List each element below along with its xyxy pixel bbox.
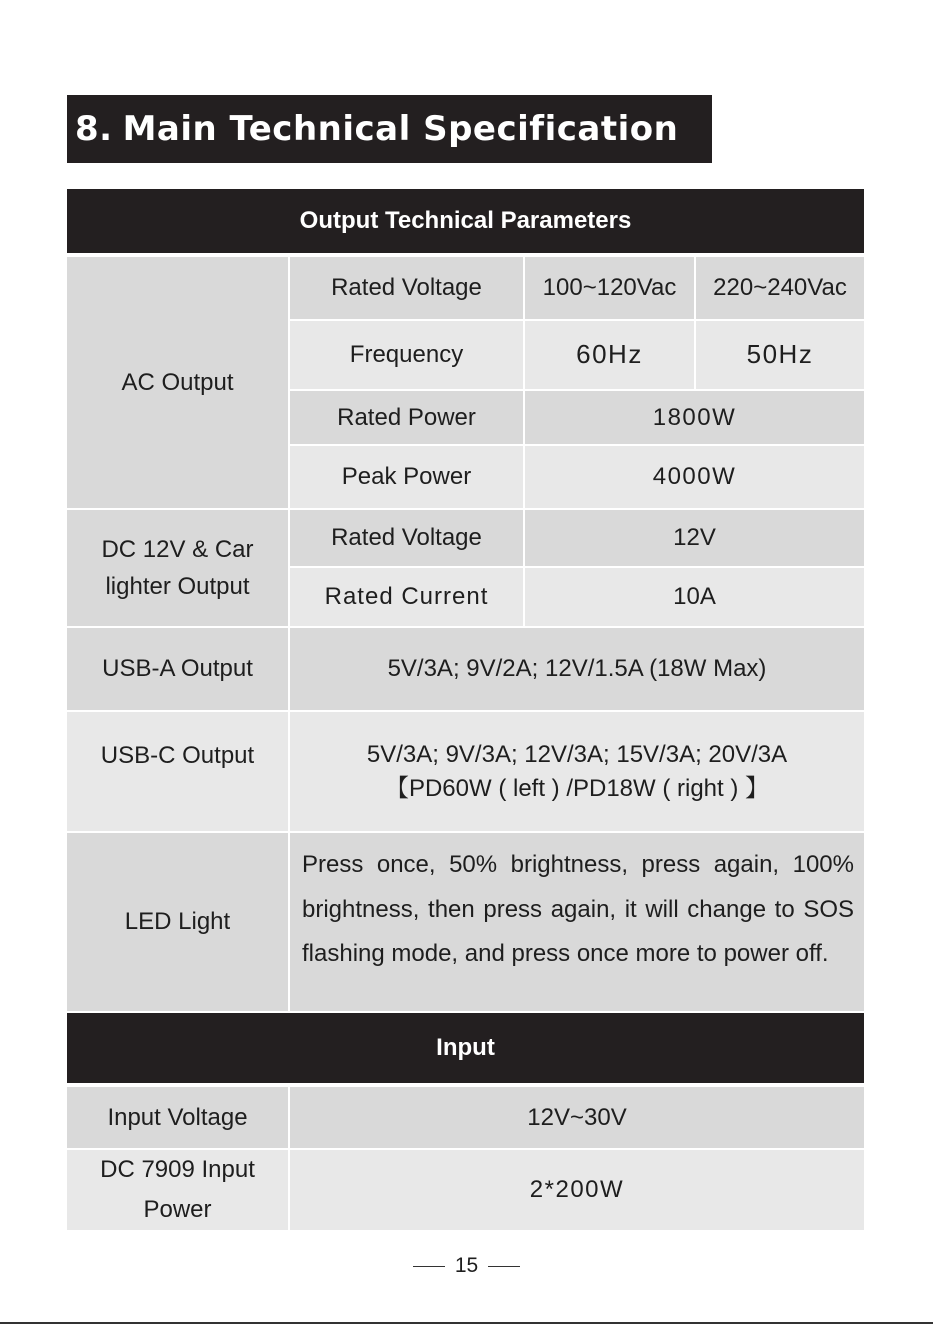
ac-output-label: AC Output — [67, 257, 288, 508]
dc7909-value: 2*200W — [290, 1150, 864, 1230]
usb-a-value: 5V/3A; 9V/2A; 12V/1.5A (18W Max) — [290, 628, 864, 710]
ac-rated-voltage-value-2: 220~240Vac — [696, 257, 864, 319]
page-footer — [0, 1254, 933, 1278]
ac-peak-power-label: Peak Power — [290, 446, 523, 508]
ac-frequency-label: Frequency — [290, 321, 523, 389]
output-section-header: Output Technical Parameters — [67, 189, 864, 253]
input-voltage-value: 12V~30V — [290, 1087, 864, 1148]
input-voltage-label: Input Voltage — [67, 1087, 288, 1148]
ac-rated-voltage-value-1: 100~120Vac — [525, 257, 694, 319]
dc7909-label-line2: Power — [143, 1196, 212, 1223]
dc7909-label — [67, 1150, 288, 1230]
input-section-header: Input — [67, 1013, 864, 1083]
dc-output-label-line2: lighter Output — [105, 573, 250, 600]
dc-rated-current-value: 10A — [525, 568, 864, 626]
dc-output-label — [67, 510, 288, 626]
usb-c-value-line1: 5V/3A; 9V/3A; 12V/3A; 15V/3A; 20V/3A — [366, 740, 788, 768]
dc-rated-voltage-value: 12V — [525, 510, 864, 566]
ac-peak-power-value: 4000W — [525, 446, 864, 508]
page-number: 15 — [454, 1254, 479, 1277]
ac-rated-voltage-label: Rated Voltage — [290, 257, 523, 319]
ac-rated-power-value: 1800W — [525, 391, 864, 444]
section-number: 8. — [75, 109, 113, 149]
dc-output-label-line1: DC 12V & Car — [101, 535, 254, 563]
led-light-label: LED Light — [67, 833, 288, 1011]
dc-rated-voltage-label: Rated Voltage — [290, 510, 523, 566]
page-title — [67, 95, 712, 163]
usb-c-label: USB-C Output — [67, 712, 288, 831]
dc-rated-current-label: Rated Current — [290, 568, 523, 626]
footer-left-rule — [413, 1266, 445, 1267]
footer-right-rule — [488, 1266, 520, 1267]
usb-c-value — [290, 712, 864, 831]
ac-frequency-value-2: 50Hz — [696, 321, 864, 389]
section-title: Main Technical Specification — [122, 109, 679, 149]
dc7909-label-line1: DC 7909 Input — [100, 1156, 255, 1183]
ac-rated-power-label: Rated Power — [290, 391, 523, 444]
usb-c-value-line2: 【PD60W ( left ) /PD18W ( right ) 】 — [384, 774, 770, 802]
usb-a-label: USB-A Output — [67, 628, 288, 710]
ac-frequency-value-1: 60Hz — [525, 321, 694, 389]
led-light-description: Press once, 50% brightness, press again, 100% brightness, then press again, it will change to SOS flashing mode, and press once more to power off. — [290, 833, 864, 1011]
